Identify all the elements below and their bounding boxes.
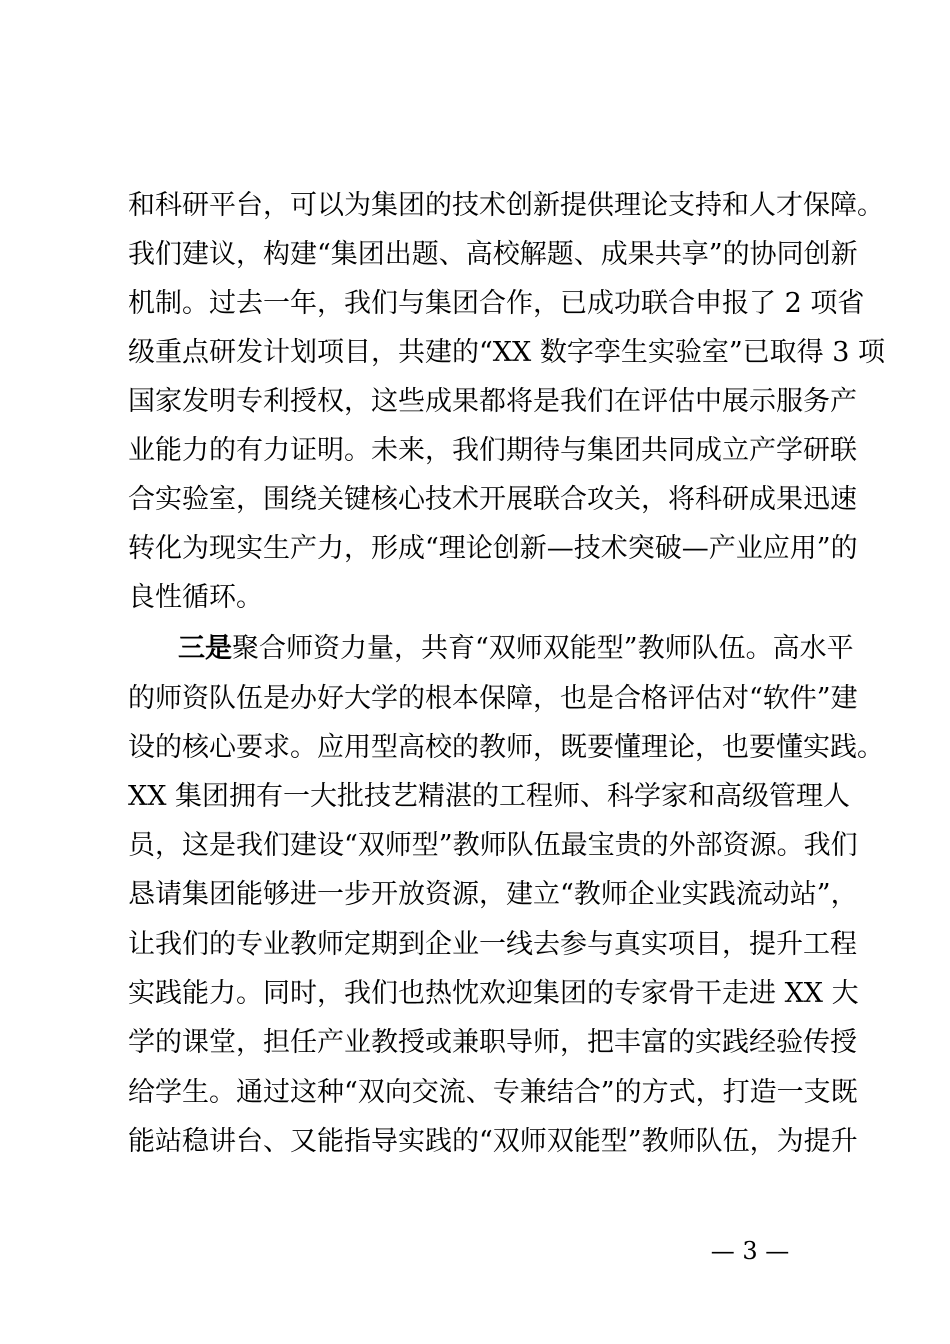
text-line: 的师资队伍是办好大学的根本保障，也是合格评估对“软件”建 <box>128 683 858 714</box>
paragraph-first-line <box>178 632 854 666</box>
text-line: 和科研平台，可以为集团的技术创新提供理论支持和人才保障。 <box>128 190 884 221</box>
text-line: XX 集团拥有一大批技艺精湛的工程师、科学家和高级管理人 <box>128 781 851 812</box>
text-line: 级重点研发计划项目，共建的“XX 数字孪生实验室”已取得 3 项 <box>128 337 885 368</box>
text-line: 设的核心要求。应用型高校的教师，既要懂理论，也要懂实践。 <box>128 732 884 763</box>
text-line: 业能力的有力证明。未来，我们期待与集团共同成立产学研联 <box>128 435 857 466</box>
text-line: 让我们的专业教师定期到企业一线去参与真实项目，提升工程 <box>128 929 857 960</box>
text-line: 良性循环。 <box>128 582 263 613</box>
section-lead: 三是 <box>178 633 232 664</box>
text-line: 能站稳讲台、又能指导实践的“双师双能型”教师队伍，为提升 <box>128 1126 858 1157</box>
text-line: 机制。过去一年，我们与集团合作，已成功联合申报了 2 项省 <box>128 288 865 319</box>
page-number: — 3 — <box>710 1237 790 1265</box>
text-line: 恳请集团能够进一步开放资源，建立“教师企业实践流动站”， <box>128 879 858 910</box>
text-line: 员，这是我们建设“双师型”教师队伍最宝贵的外部资源。我们 <box>128 830 858 861</box>
text-line: 学的课堂，担任产业教授或兼职导师，把丰富的实践经验传授 <box>128 1027 857 1058</box>
text-line: 转化为现实生产力，形成“理论创新—技术突破—产业应用”的 <box>128 533 858 564</box>
text-line: 合实验室，围绕关键核心技术开展联合攻关，将科研成果迅速 <box>128 484 857 515</box>
text-line: 给学生。通过这种“双向交流、专兼结合”的方式，打造一支既 <box>128 1077 858 1108</box>
text-line: 国家发明专利授权，这些成果都将是我们在评估中展示服务产 <box>128 386 857 417</box>
text-span: 聚合师资力量，共育“双师双能型”教师队伍。高水平 <box>232 633 854 664</box>
text-line: 我们建议，构建“集团出题、高校解题、成果共享”的协同创新 <box>128 239 858 270</box>
text-line: 实践能力。同时，我们也热忱欢迎集团的专家骨干走进 XX 大 <box>128 978 859 1009</box>
